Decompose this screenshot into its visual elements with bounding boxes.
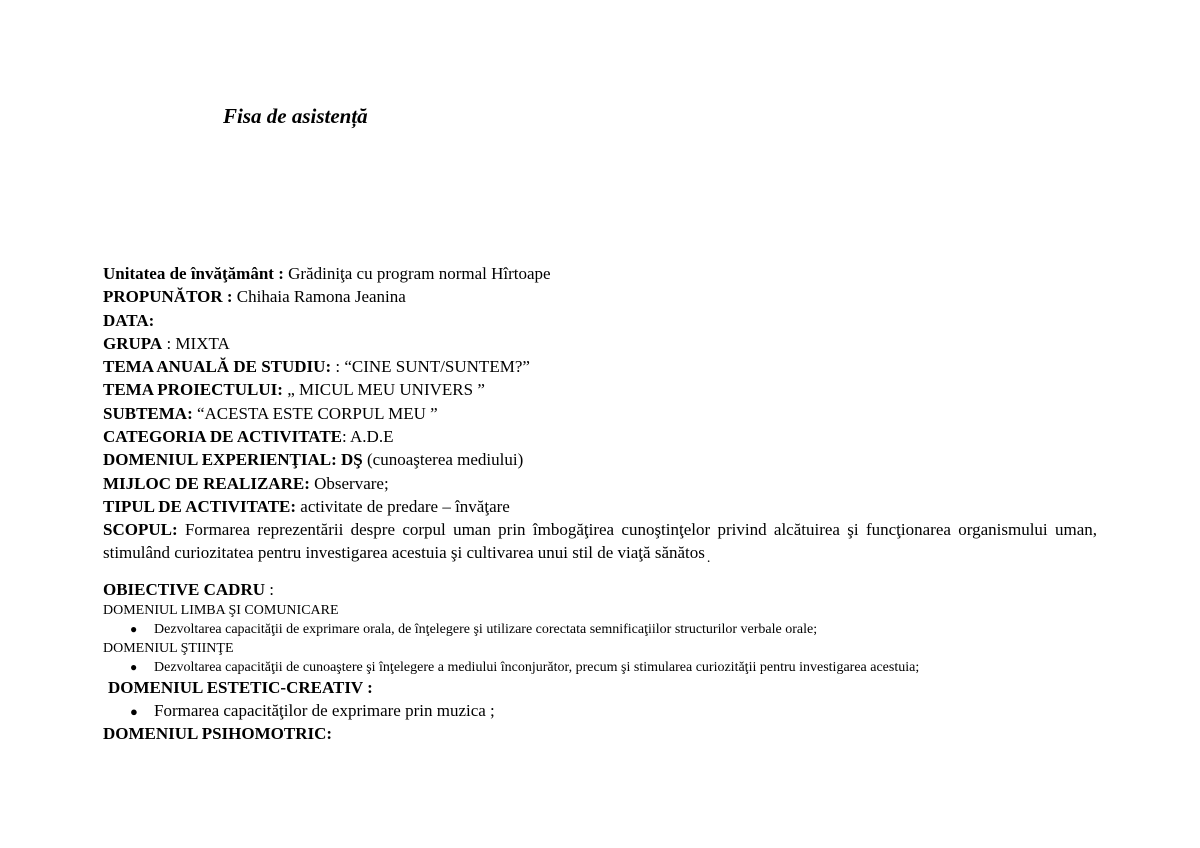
document-body bbox=[103, 262, 1097, 745]
list-item bbox=[103, 658, 1097, 677]
list-item bbox=[103, 699, 1097, 723]
field-value: Formarea reprezentării despre corpul uman prin îmbogăţirea cunoştinţelor privind alcătuirea şi funcţionarea organismului uman, stimulând curiozitatea pentru investigarea acestuia şi cultivarea unui stil de viaţă sănătos bbox=[103, 520, 1097, 563]
field-value: : A.D.E bbox=[342, 427, 394, 447]
field-value: (cunoaşterea mediului) bbox=[362, 450, 524, 470]
field-label: CATEGORIA DE ACTIVITATE bbox=[103, 427, 342, 447]
field-label: Unitatea de învăţământ : bbox=[103, 264, 284, 283]
field-label: DATA: bbox=[103, 310, 155, 330]
field-data bbox=[103, 309, 1097, 332]
domain-limba-comunicare: DOMENIUL LIMBA ŞI COMUNICARE bbox=[103, 603, 339, 619]
domain-psihomotric: DOMENIUL PSIHOMOTRIC: bbox=[103, 724, 333, 744]
field-subtema bbox=[103, 402, 1097, 425]
field-value: Chihaia Ramona Jeanina bbox=[232, 287, 406, 307]
document-title: Fisa de asistență bbox=[223, 104, 368, 128]
field-value: Observare; bbox=[309, 473, 389, 493]
field-value: „ MICUL MEU UNIVERS ” bbox=[282, 380, 485, 400]
field-scopul bbox=[103, 518, 1097, 566]
objective-text: Dezvoltarea capacităţii de exprimare orala, de înţelegere şi utilizare corectata semnificaţiilor structurilor verbale orale; bbox=[154, 622, 818, 638]
field-propunator bbox=[103, 285, 1097, 308]
field-tema-anuala bbox=[103, 355, 1097, 378]
field-domeniul-experiential bbox=[103, 448, 1097, 471]
objective-text: Formarea capacităţilor de exprimare prin muzica ; bbox=[154, 701, 495, 721]
bullet-icon: ● bbox=[130, 660, 138, 675]
bullet-icon: ● bbox=[130, 622, 138, 637]
field-label: TEMA PROIECTULUI: bbox=[103, 380, 283, 400]
field-categoria bbox=[103, 425, 1097, 448]
field-trail: . bbox=[706, 551, 711, 567]
objectives-heading bbox=[103, 578, 1097, 601]
field-label: GRUPA bbox=[103, 333, 163, 353]
field-tipul bbox=[103, 495, 1097, 518]
objectives-heading-suffix: : bbox=[265, 580, 274, 600]
field-mijloc bbox=[103, 472, 1097, 495]
field-label: SUBTEMA: bbox=[103, 403, 193, 423]
domain-stiinte: DOMENIUL ŞTIINŢE bbox=[103, 641, 234, 657]
field-label: TEMA ANUALĂ DE STUDIU: bbox=[103, 357, 332, 377]
field-label: PROPUNĂTOR : bbox=[103, 287, 233, 307]
objectives-heading-label: OBIECTIVE CADRU bbox=[103, 580, 265, 600]
field-label: MIJLOC DE REALIZARE: bbox=[103, 473, 310, 493]
field-value: activitate de predare – învăţare bbox=[296, 496, 510, 516]
field-label: DOMENIUL EXPERIENŢIAL: DŞ bbox=[103, 450, 363, 470]
field-unitatea bbox=[103, 262, 1097, 285]
field-value: Grădiniţa cu program normal Hîrtoape bbox=[283, 264, 551, 283]
list-item bbox=[103, 620, 1097, 639]
field-label: TIPUL DE ACTIVITATE: bbox=[103, 496, 297, 516]
field-tema-proiect bbox=[103, 378, 1097, 401]
field-grupa bbox=[103, 332, 1097, 355]
field-value: “ACESTA ESTE CORPUL MEU ” bbox=[192, 403, 438, 423]
domain-estetic-creativ: DOMENIUL ESTETIC-CREATIV : bbox=[108, 678, 373, 698]
field-value: : MIXTA bbox=[162, 333, 230, 353]
bullet-icon: ● bbox=[130, 704, 138, 720]
field-label: SCOPUL: bbox=[103, 520, 178, 540]
field-value: : “CINE SUNT/SUNTEM?” bbox=[331, 357, 530, 377]
objective-text: Dezvoltarea capacităţii de cunoaştere şi înţelegere a mediului înconjurător, precum şi stimularea curiozităţii pentru investigarea acestuia; bbox=[154, 660, 920, 676]
